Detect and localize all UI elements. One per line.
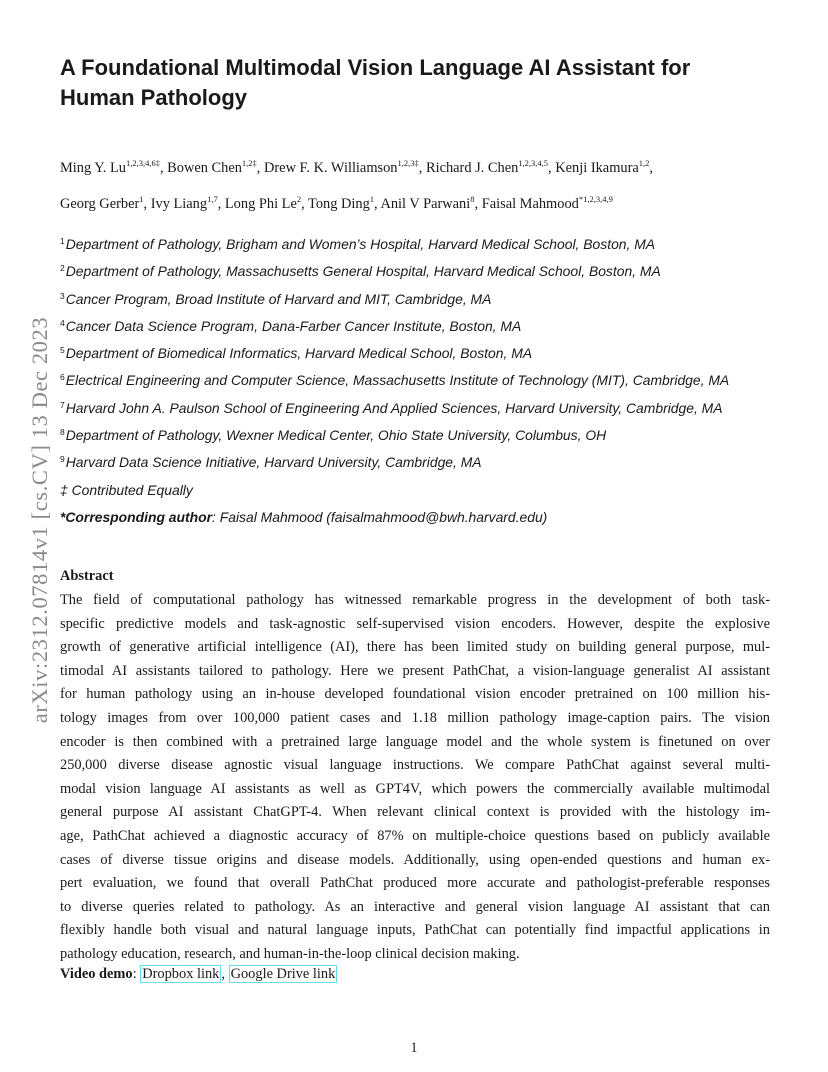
author-line xyxy=(60,150,772,186)
corresponding-author-text: : Faisal Mahmood (faisalmahmood@bwh.harvard.edu) xyxy=(212,508,548,525)
affiliation-text: Electrical Engineering and Computer Science, Massachusetts Institute of Technology (MIT), Cambridge, MA xyxy=(65,372,730,389)
author-affiliation-marks: 1,2‡ xyxy=(241,158,257,168)
author-name: Georg Gerber xyxy=(60,196,140,212)
abstract-line: timodal AI assistants tailored to pathology. Here we present PathChat, a vision-language generalist AI assistant xyxy=(60,662,770,679)
abstract-line: modal vision language AI assistants as well as GPT4V, which powers the commercially available multimodal xyxy=(60,780,770,797)
abstract-line: cases of diverse tissue origins and disease models. Additionally, using open-ended questions and human ex- xyxy=(60,851,770,868)
author-separator: , xyxy=(474,196,482,212)
author-name: Tong Ding xyxy=(308,196,370,212)
abstract-line: growth of generative artificial intelligence (AI), there has been limited study on building general purpose, mul- xyxy=(60,639,770,656)
author-name: Anil V Parwani xyxy=(380,196,471,212)
abstract-line: encoder is then combined with a pretrained large language model and the whole system is finetuned on over xyxy=(60,733,770,750)
author-separator: , xyxy=(418,160,426,176)
affiliation-text: Department of Pathology, Massachusetts General Hospital, Harvard Medical School, Boston, MA xyxy=(65,263,661,280)
author-affiliation-marks: 1,2,3,4,5 xyxy=(518,158,549,168)
author-affiliation-marks: 1 xyxy=(139,194,144,204)
author-name: Richard J. Chen xyxy=(425,160,519,176)
author-affiliation-marks: 8 xyxy=(470,194,475,204)
affiliation-text: Harvard John A. Paulson School of Engineering And Applied Sciences, Harvard University, Cambridge, MA xyxy=(65,399,723,416)
video-demo-colon: : xyxy=(132,966,141,982)
affiliation-item xyxy=(60,288,775,315)
affiliation-text: Department of Biomedical Informatics, Harvard Medical School, Boston, MA xyxy=(65,345,533,362)
author-affiliation-marks: 1,2,3‡ xyxy=(397,158,419,168)
affiliation-number: 7 xyxy=(60,399,65,410)
author-name: Kenji Ikamura xyxy=(555,160,639,176)
corresponding-author xyxy=(60,506,775,533)
author-separator: , xyxy=(217,196,225,212)
affiliation-number: 9 xyxy=(60,454,65,465)
author-name: Long Phi Le xyxy=(224,196,297,212)
author-separator: , xyxy=(301,196,309,212)
paper-title xyxy=(60,53,760,113)
affiliation-number: 6 xyxy=(60,372,65,383)
paper-title-line: A Foundational Multimodal Vision Language AI Assistant for xyxy=(60,55,691,80)
affiliation-text: Harvard Data Science Initiative, Harvard University, Cambridge, MA xyxy=(65,454,482,471)
video-demo-line xyxy=(60,963,337,985)
abstract-line: for human pathology using an in-house developed foundational vision encoder pretrained on 100 million his- xyxy=(60,686,770,703)
abstract-line: specific predictive models and task-agnostic self-supervised vision encoders. However, despite the explosive xyxy=(60,615,770,632)
author-name: Ivy Liang xyxy=(150,196,208,212)
contribution-note: ‡ Contributed Equally xyxy=(60,481,193,498)
paper-title-line: Human Pathology xyxy=(60,85,248,110)
google-drive-link[interactable]: Google Drive link xyxy=(230,966,336,982)
affiliation-list xyxy=(60,233,775,533)
author-line xyxy=(60,186,772,222)
abstract-line: 250,000 diverse disease agnostic visual language instructions. We compare PathChat against several multi- xyxy=(60,757,770,774)
abstract-heading: Abstract xyxy=(60,568,114,584)
author-separator: , xyxy=(374,196,381,212)
affiliation-item xyxy=(60,451,775,478)
affiliation-text: Department of Pathology, Wexner Medical Center, Ohio State University, Columbus, OH xyxy=(65,427,607,444)
author-separator: , xyxy=(143,196,151,212)
corresponding-author-label: *Corresponding author xyxy=(60,508,213,525)
author-separator: , xyxy=(548,160,556,176)
video-demo-label: Video demo xyxy=(60,966,133,982)
author-affiliation-marks: 2 xyxy=(296,194,302,204)
affiliation-item xyxy=(60,342,775,369)
affiliation-number: 8 xyxy=(60,427,65,438)
dropbox-link[interactable]: Dropbox link xyxy=(142,966,220,982)
affiliation-item xyxy=(60,315,775,342)
video-link-separator: , xyxy=(221,966,229,982)
affiliation-item xyxy=(60,233,775,260)
author-list xyxy=(60,150,772,222)
abstract-line: pathology education, research, and human-in-the-loop clinical decision making. xyxy=(60,945,520,962)
affiliation-number: 3 xyxy=(60,290,65,301)
author-affiliation-marks: *1,2,3,4,9 xyxy=(578,194,613,204)
abstract-line: pert evaluation, we found that overall PathChat produced more accurate and pathologist-preferable responses xyxy=(60,875,770,892)
author-separator: , xyxy=(159,160,168,176)
author-affiliation-marks: 1 xyxy=(369,194,375,204)
abstract-line: tology images from over 100,000 patient cases and 1.18 million pathology image-caption pairs. The vision xyxy=(60,709,770,726)
author-separator: , xyxy=(256,160,264,176)
affiliation-item xyxy=(60,397,775,424)
abstract-line: age, PathChat achieved a diagnostic accuracy of 87% on multiple-choice questions based on publicly available xyxy=(60,827,770,844)
author-name: Ming Y. Lu xyxy=(60,160,126,176)
affiliation-text: Department of Pathology, Brigham and Women’s Hospital, Harvard Medical School, Boston, MA xyxy=(65,236,656,252)
author-name: Faisal Mahmood xyxy=(481,196,579,212)
author-name: Drew F. K. Williamson xyxy=(264,160,398,176)
author-affiliation-marks: 1,2 xyxy=(638,158,650,168)
author-name: Bowen Chen xyxy=(167,160,242,176)
page-number: 1 xyxy=(410,1040,418,1056)
affiliation-number: 4 xyxy=(60,317,65,328)
affiliation-item xyxy=(60,260,775,287)
affiliation-number: 5 xyxy=(60,345,65,356)
abstract-line: general purpose AI assistant ChatGPT-4. When relevant clinical context is provided with the histology im- xyxy=(60,804,770,821)
author-separator: , xyxy=(649,160,653,176)
abstract-line: to diverse queries related to pathology. As an interactive and general vision language AI assistant that can xyxy=(60,898,770,915)
abstract-line: flexibly handle both visual and natural language inputs, PathChat can potentially find impactful applications in xyxy=(60,922,770,939)
author-affiliation-marks: 1,2,3,4,6‡ xyxy=(125,158,160,168)
author-affiliation-marks: 1,7 xyxy=(207,194,218,204)
abstract-line: The field of computational pathology has witnessed remarkable progress in the development of both task- xyxy=(60,592,770,608)
affiliation-text: Cancer Program, Broad Institute of Harvard and MIT, Cambridge, MA xyxy=(65,290,492,307)
affiliation-number: 1 xyxy=(60,236,65,246)
affiliation-item xyxy=(60,424,775,451)
affiliation-number: 2 xyxy=(60,263,65,274)
affiliation-text: Cancer Data Science Program, Dana-Farber Cancer Institute, Boston, MA xyxy=(65,317,522,334)
abstract-body xyxy=(60,589,770,967)
affiliation-item xyxy=(60,369,775,396)
arxiv-identifier-stamp: arXiv:2312.07814v1 [cs.CV] 13 Dec 2023 xyxy=(27,316,52,724)
